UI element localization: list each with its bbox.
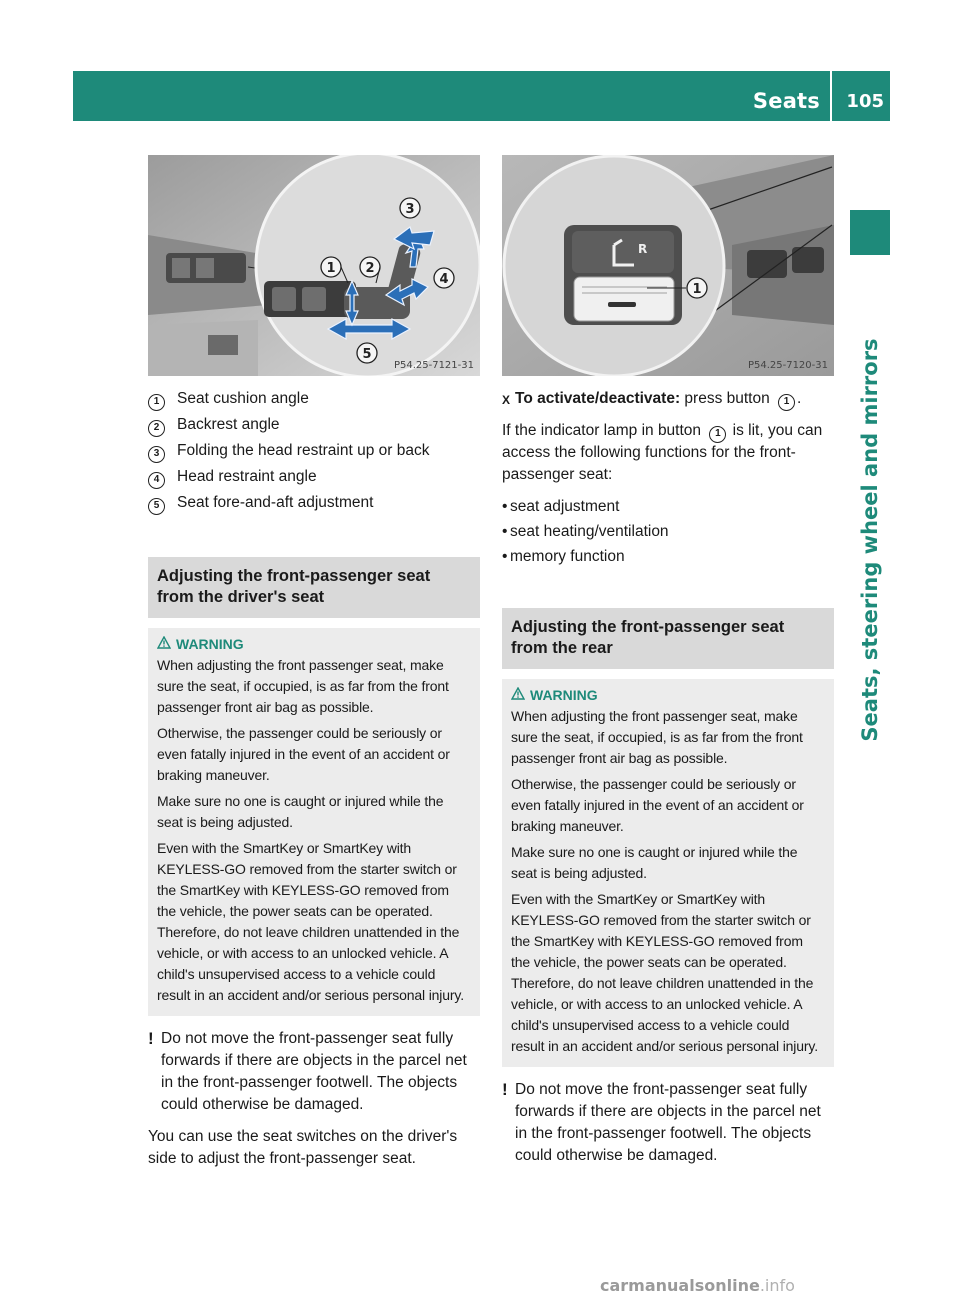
- legend-item: [148, 438, 480, 464]
- warning-paragraph: Even with the SmartKey or SmartKey with KEYLESS-GO removed from the starter switch or the SmartKey with KEYLESS-GO removed from the vehicle, the power seats can be operated. Therefore, do not leave children unattended in the vehicle, or with access to an unlocked vehicle. A child's unsupervised access to a vehicle could result in an accident and/or serious personal injury.: [511, 891, 818, 1054]
- figure-callout-2: 2: [365, 261, 375, 276]
- step-lead: To activate/deactivate:: [515, 390, 681, 407]
- passenger-button-figure: [502, 155, 834, 376]
- passenger-button-illustration: [502, 155, 834, 376]
- legend-item: [148, 490, 480, 516]
- callout-number: 4: [148, 472, 165, 489]
- caution-text: Do not move the front-passenger seat fully forwards if there are objects in the parcel net in the front-passenger footwell. The objects could otherwise be damaged.: [515, 1081, 821, 1164]
- figure-callout-5: 5: [362, 347, 372, 362]
- watermark-main: carmanualsonline: [600, 1276, 760, 1295]
- warning-box: [502, 679, 834, 1067]
- footer-watermark: [600, 1276, 795, 1295]
- right-column: [502, 155, 834, 1167]
- body-paragraph: You can use the seat switches on the driver's side to adjust the front-passenger seat.: [148, 1128, 458, 1167]
- seat-switch-figure: [148, 155, 480, 376]
- header-divider: [830, 71, 832, 121]
- warning-paragraph: Even with the SmartKey or SmartKey with KEYLESS-GO removed from the starter switch or the SmartKey with KEYLESS-GO removed from the vehicle, the power seats can be operated. Therefore, do not leave children unattended in the vehicle, or with access to an unlocked vehicle. A child's unsupervised access to a vehicle could result in an accident and/or serious personal injury.: [157, 840, 464, 1003]
- warning-title: [511, 687, 825, 703]
- warning-triangle-icon: [157, 636, 171, 652]
- legend-text: Backrest angle: [177, 416, 280, 433]
- warning-label: WARNING: [530, 687, 598, 703]
- legend-list: [148, 386, 480, 516]
- seat-switch-illustration: [148, 155, 480, 376]
- warning-triangle-icon: [511, 687, 525, 703]
- function-list: [502, 494, 834, 569]
- warning-paragraph: Otherwise, the passenger could be seriously or even fatally injured in the event of an accident or braking maneuver.: [157, 725, 450, 783]
- legend-text: Seat cushion angle: [177, 390, 309, 407]
- caution-text: Do not move the front-passenger seat fully forwards if there are objects in the parcel net in the front-passenger footwell. The objects could otherwise be damaged.: [161, 1030, 467, 1113]
- step-end: .: [797, 390, 802, 407]
- warning-paragraph: When adjusting the front passenger seat, make sure the seat, if occupied, is as far from the front passenger front air bag as possible.: [511, 708, 803, 766]
- warning-paragraph: When adjusting the front passenger seat, make sure the seat, if occupied, is as far from the front passenger front air bag as possible.: [157, 657, 449, 715]
- legend-text: Folding the head restraint up or back: [177, 442, 430, 459]
- instruction-step: [502, 388, 834, 410]
- warning-box: [148, 628, 480, 1016]
- list-item: • seat adjustment: [502, 494, 834, 519]
- figure-callout-3: 3: [405, 202, 415, 217]
- header-bar: [73, 71, 890, 121]
- callout-number: 1: [148, 394, 165, 411]
- figure-callout-1: 1: [692, 282, 702, 297]
- side-tab-marker: [850, 210, 890, 255]
- warning-paragraph: Otherwise, the passenger could be seriously or even fatally injured in the event of an accident or braking maneuver.: [511, 776, 804, 834]
- legend-item: [148, 412, 480, 438]
- figure-code: P54.25-7121-31: [393, 360, 474, 371]
- legend-item: [148, 464, 480, 490]
- body-paragraph: [502, 420, 834, 486]
- watermark-suffix: .info: [759, 1276, 795, 1295]
- section-title: Adjusting the front-passenger seat from the driver's seat: [148, 557, 480, 618]
- caution-note: [502, 1079, 834, 1167]
- intro-pre: If the indicator lamp in button: [502, 422, 706, 439]
- list-item: • memory function: [502, 544, 834, 569]
- step-marker: X: [502, 393, 511, 407]
- left-column: [148, 155, 480, 1170]
- caution-mark: !: [148, 1029, 154, 1048]
- callout-number: 5: [148, 498, 165, 515]
- figure-code: P54.25-7120-31: [747, 360, 828, 371]
- warning-title: [157, 636, 471, 652]
- callout-number: 1: [778, 394, 795, 411]
- caution-note: [148, 1028, 480, 1116]
- button-letter: R: [638, 242, 648, 256]
- figure-callout-1: 1: [326, 261, 336, 276]
- header-title: Seats: [752, 89, 820, 113]
- caution-mark: !: [502, 1080, 508, 1099]
- legend-text: Head restraint angle: [177, 468, 317, 485]
- callout-number: 1: [709, 426, 726, 443]
- section-title: Adjusting the front-passenger seat from the rear: [502, 608, 834, 669]
- callout-number: 2: [148, 420, 165, 437]
- warning-label: WARNING: [176, 636, 244, 652]
- page-number: 105: [846, 91, 884, 112]
- legend-item: [148, 386, 480, 412]
- figure-callout-4: 4: [439, 272, 449, 287]
- list-item: • seat heating/ventilation: [502, 519, 834, 544]
- warning-paragraph: Make sure no one is caught or injured while the seat is being adjusted.: [157, 793, 444, 830]
- warning-paragraph: Make sure no one is caught or injured while the seat is being adjusted.: [511, 844, 798, 881]
- legend-text: Seat fore-and-aft adjustment: [177, 494, 374, 511]
- intro-post: is lit, you can access the following functions for the front-passenger seat:: [502, 422, 823, 483]
- chapter-tab-label: Seats, steering wheel and mirrors: [858, 338, 882, 742]
- callout-number: 3: [148, 446, 165, 463]
- step-text: press button: [680, 390, 775, 407]
